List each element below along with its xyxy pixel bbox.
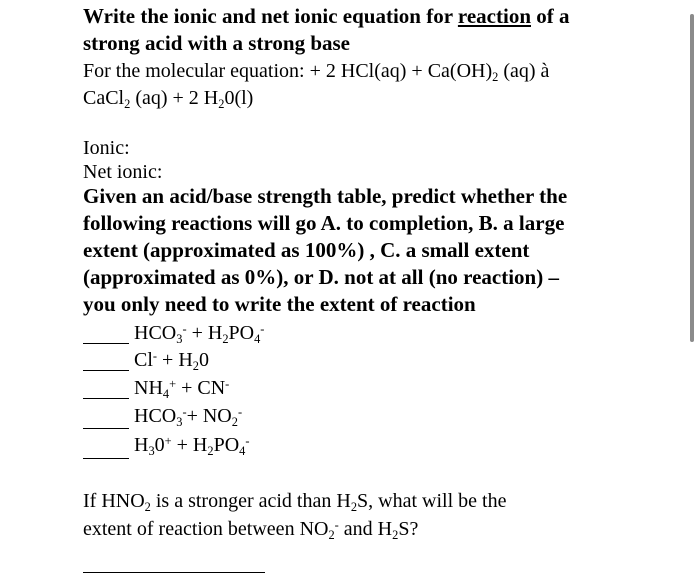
reaction-3: $NH_4^+ + CN^-$	[134, 376, 230, 401]
question-line-2: following reactions will go A. to completion, B. a large	[83, 211, 565, 235]
molecular-equation-line-1: For the molecular equation: + 2 $HCl(aq) + Ca(OH)_2$ (aq) à	[83, 60, 550, 84]
reaction-link[interactable]: reaction	[457, 4, 531, 28]
title-line-1: Write the ionic and net ionic equation for reaction of a	[83, 4, 570, 28]
molecular-equation-line-2: CaCl$_2$ (aq) + 2 $H_20(l)$	[83, 87, 254, 111]
final-question-line-2: extent of reaction between $NO_2^-$ and $H_2S$?	[83, 517, 419, 542]
answer-blank-2[interactable]	[83, 370, 129, 371]
reaction-4: $HCO_3^-+ NO_2^-$	[134, 404, 243, 429]
answer-blank-3[interactable]	[83, 398, 129, 399]
ionic-label: Ionic:	[83, 137, 130, 159]
net-ionic-label: Net ionic:	[83, 161, 163, 183]
question-line-4: (approximated as 0%), or D. not at all (no reaction) –	[83, 265, 559, 289]
answer-blank-5[interactable]	[83, 458, 129, 459]
answer-blank-4[interactable]	[83, 428, 129, 429]
reaction-1: $HCO_3^- + H_2PO_4^-$	[134, 321, 265, 346]
question-line-1: Given an acid/base strength table, predict whether the	[83, 184, 568, 208]
final-answer-blank[interactable]	[83, 572, 265, 573]
title-line-2: strong acid with a strong base	[83, 31, 351, 55]
vertical-scrollbar[interactable]	[690, 14, 694, 342]
reaction-5: $H_30^+ + H_2PO_4^-$	[134, 433, 250, 458]
reaction-2: $Cl^- + H_20$	[134, 348, 209, 373]
question-line-5: you only need to write the extent of reaction	[83, 292, 476, 316]
question-line-3: extent (approximated as 100%) , C. a small extent	[83, 238, 530, 262]
final-question-line-1: If $HNO_2$ is a stronger acid than $H_2S$, what will be the	[83, 490, 507, 514]
answer-blank-1[interactable]	[83, 343, 129, 344]
